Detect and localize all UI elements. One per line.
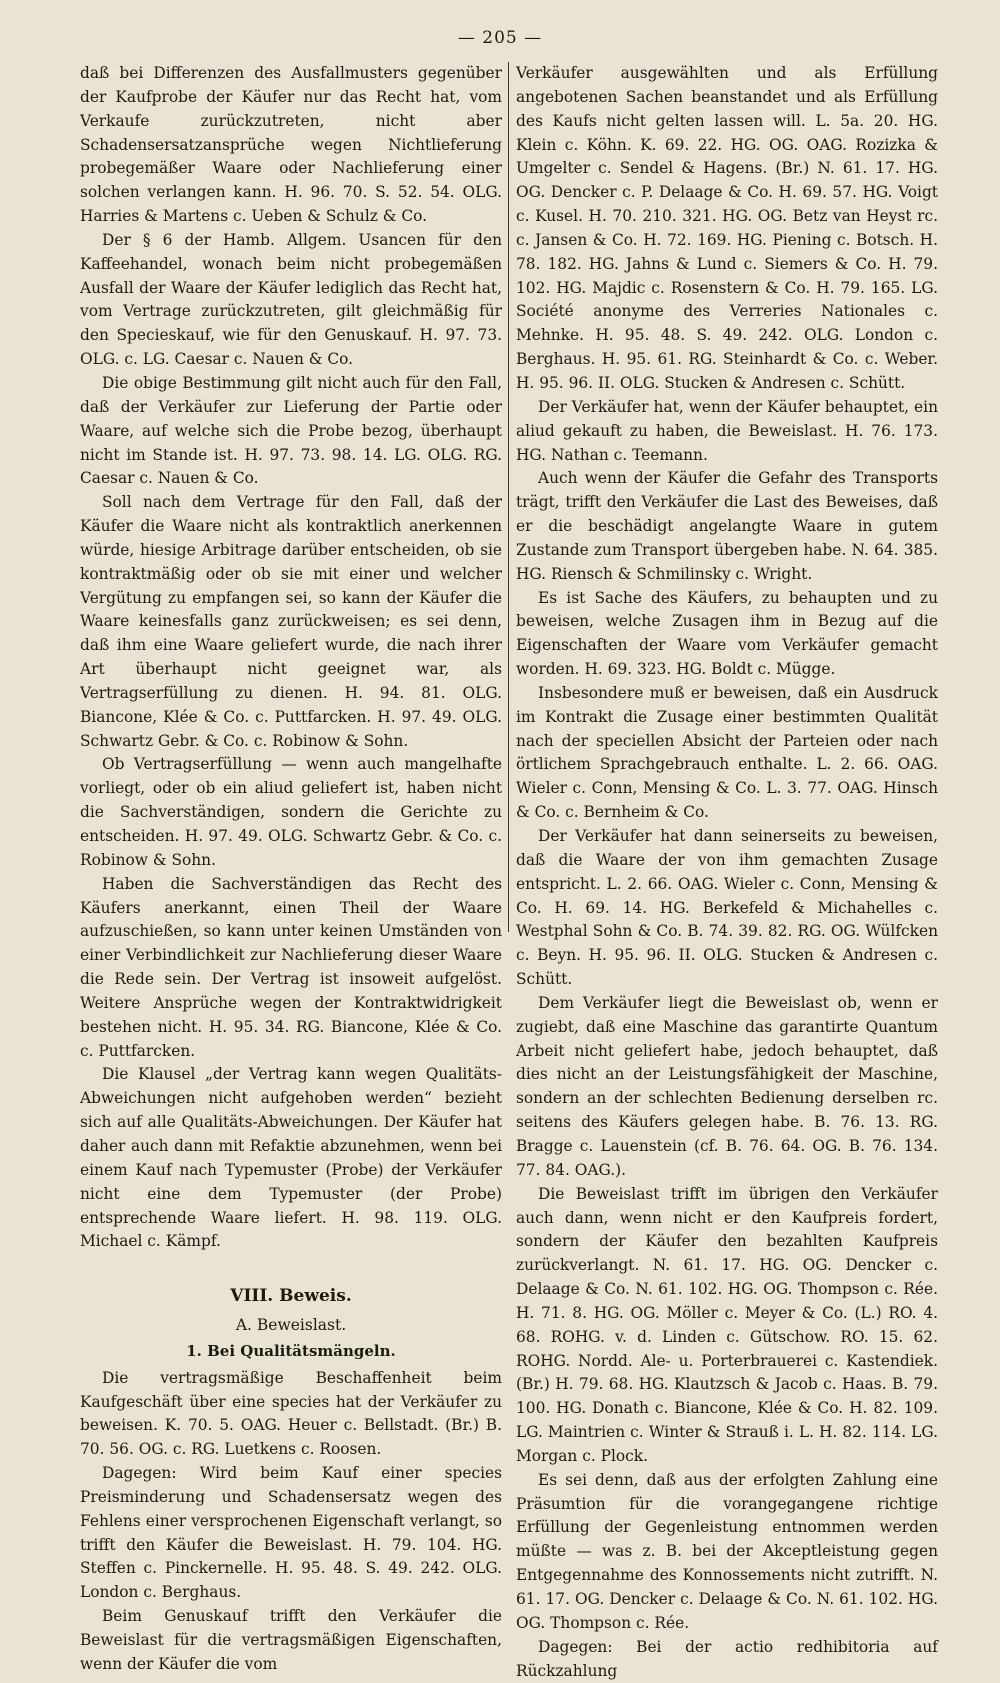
paragraph: Dem Verkäufer liegt die Beweislast ob, wenn er zugiebt, daß eine Maschine das garantirte Quantum Arbeit nicht geliefert habe, jedoch behauptet, daß dies nicht an der Leistungsfähigkeit der Maschine, sondern an der schlechten Bedienung derselben rc. seitens des Käufers gelegen habe. B. 76. 13. RG. Bragge c. Lauenstein (cf. B. 76. 64. OG. B. 76. 134. 77. 84. OAG.). bbox=[516, 993, 938, 1179]
paragraph: Haben die Sachverständigen das Recht des Käufers anerkannt, einen Theil der Waare aufzuschießen, so kann unter keinen Umständen von einer Verbindlichkeit zur Nachlieferung dieser Waare die Rede sein. Der Vertrag ist insoweit aufgelöst. Weitere Ansprüche wegen der Kontraktwidrigkeit bestehen nicht. H. 95. 34. RG. Biancone, Klée & Co. c. Puttfarcken. bbox=[80, 874, 502, 1060]
paragraph: Die Klausel „der Vertrag kann wegen Qualitäts-Abweichungen nicht aufgehoben werden“ bezieht sich auf alle Qualitäts-Abweichungen. Der Käufer hat daher auch dann mit Refaktie abzunehmen, wenn bei einem Kauf nach Typemuster (Probe) der Verkäufer nicht eine dem Typemuster (der Probe) entsprechende Waare liefert. H. 98. 119. OLG. Michael c. Kämpf. bbox=[80, 1065, 502, 1251]
paragraph: Es ist Sache des Käufers, zu behaupten und zu beweisen, welche Zusagen ihm in Bezug auf die Eigenschaften der Waare vom Verkäufer gemacht worden. H. 69. 323. HG. Boldt c. Mügge. bbox=[516, 588, 938, 679]
paragraph: Der Verkäufer hat, wenn der Käufer behauptet, ein aliud gekauft zu haben, die Beweislast. H. 76. 173. HG. Nathan c. Teemann. bbox=[516, 397, 938, 464]
column-divider bbox=[508, 62, 509, 932]
paragraph: Die Beweislast trifft im übrigen den Verkäufer auch dann, wenn nicht er den Kaufpreis fordert, sondern der Käufer den bezahlten Kaufpreis zurückverlangt. N. 61. 17. HG. OG. Dencker c. Delaage & Co. N. 61. 102. HG. OG. Thompson c. Rée. H. 71. 8. HG. OG. Möller c. Meyer & Co. (L.) RO. 4. 68. ROHG. v. d. Linden c. Gütschow. RO. 15. 62. ROHG. Nordd. Ale- u. Porterbrauerei c. Kastendiek. (Br.) H. 79. 68. HG. Klautzsch & Jacob c. Haas. B. 79. 100. HG. Donath c. Biancone, Klée & Co. H. 82. 109. LG. Maintrien c. Winter & Strauß i. L. H. 82. 114. LG. Morgan c. Plock. bbox=[516, 1184, 938, 1465]
page-number: — 205 — bbox=[457, 28, 543, 48]
subsubsection-heading: 1. Bei Qualitätsmängeln. bbox=[186, 1341, 396, 1360]
paragraph: Dagegen: Wird beim Kauf einer species Preisminderung und Schadensersatz wegen des Fehlens einer versprochenen Eigenschaft verlangt, so trifft den Käufer die Beweislast. H. 79. 104. HG. Steffen c. Pinckernelle. H. 95. 48. S. 49. 242. OLG. London c. Berghaus. bbox=[80, 1464, 502, 1602]
paragraph: Die vertragsmäßige Beschaffenheit beim Kaufgeschäft über eine species hat der Verkäufer zu beweisen. K. 70. 5. OAG. Heuer c. Bellstadt. (Br.) B. 70. 56. OG. c. RG. Luetkens c. Roosen. bbox=[80, 1368, 502, 1459]
paragraph: Dagegen: Bei der actio redhibitoria auf Rückzahlung bbox=[516, 1637, 938, 1680]
paragraph: Der § 6 der Hamb. Allgem. Usancen für den Kaffeehandel, wonach beim nicht probegemäßen Ausfall der Waare der Käufer lediglich das Recht hat, vom Vertrage zurückzutreten, gilt gleichmäßig für den Specieskauf, wie für den Genuskauf. H. 97. 73. OLG. c. LG. Caesar c. Nauen & Co. bbox=[80, 230, 502, 369]
subsection-heading: A. Beweislast. bbox=[235, 1316, 347, 1335]
paragraph: Auch wenn der Käufer die Gefahr des Transports trägt, trifft den Verkäufer die Last des Beweises, daß er die beschädigt angelangte Waare in gutem Zustande zum Transport übergeben habe. N. 64. 385. HG. Riensch & Schmilinsky c. Wright. bbox=[516, 469, 938, 583]
paragraph: Der Verkäufer hat dann seinerseits zu beweisen, daß die Waare der von ihm gemachten Zusage entspricht. L. 2. 66. OAG. Wieler c. Conn, Mensing & Co. H. 69. 14. HG. Berkefeld & Michahelles c. Westphal Sohn & Co. B. 74. 39. 82. RG. OG. Wülfcken c. Beyn. H. 95. 96. II. OLG. Stucken & Andresen c. Schütt. bbox=[516, 827, 938, 989]
paragraph: Insbesondere muß er beweisen, daß ein Ausdruck im Kontrakt die Zusage einer bestimmten Qualität nach der speciellen Absicht der Parteien oder nach örtlichem Sprachgebrauch enthalte. L. 2. 66. OAG. Wieler c. Conn, Mensing & Co. L. 3. 77. OAG. Hinsch & Co. c. Bernheim & Co. bbox=[516, 683, 938, 822]
paragraph: Soll nach dem Vertrage für den Fall, daß der Käufer die Waare nicht als kontraktlich anerkennen würde, hiesige Arbitrage darüber entscheiden, ob sie kontraktmäßig oder ob sie mit einer und welcher Vergütung zu empfangen sei, so kann der Käufer die Waare keinesfalls ganz zurückweisen; es sei denn, daß ihm eine Waare geliefert wurde, die nach ihrer Art überhaupt nicht geeignet war, als Vertragserfüllung zu dienen. H. 94. 81. OLG. Biancone, Klée & Co. c. Puttfarcken. H. 97. 49. OLG. Schwartz Gebr. & Co. c. Robinow & Sohn. bbox=[80, 493, 502, 750]
left-column bbox=[80, 62, 502, 1677]
paragraph: Beim Genuskauf trifft den Verkäufer die Beweislast für die vertragsmäßigen Eigenschaften, wenn der Käufer die vom bbox=[80, 1607, 502, 1673]
section-heading: VIII. Beweis. bbox=[230, 1286, 352, 1307]
paragraph: Verkäufer ausgewählten und als Erfüllung angebotenen Sachen beanstandet und als Erfüllung des Kaufs nicht gelten lassen will. L. 5a. 20. HG. Klein c. Köhn. K. 69. 22. HG. OG. OAG. Rozizka & Umgelter c. Sendel & Hagens. (Br.) N. 61. 17. HG. OG. Dencker c. P. Delaage & Co. H. 69. 57. HG. Voigt c. Kusel. H. 70. 210. 321. HG. OG. Betz van Heyst rc. c. Jansen & Co. H. 72. 169. HG. Piening c. Botsch. H. 78. 182. HG. Jahns & Lund c. Siemers & Co. H. 79. 102. HG. Majdic c. Rosenstern & Co. H. 79. 165. LG. Société anonyme des Verreries Nationales c. Mehnke. H. 95. 48. S. 49. 242. OLG. London c. Berghaus. H. 95. 61. RG. Steinhardt & Co. c. Weber. H. 95. 96. II. OLG. Stucken & Andresen c. Schütt. bbox=[516, 64, 938, 392]
paragraph: Es sei denn, daß aus der erfolgten Zahlung eine Präsumtion für die vorangegangene richtige Erfüllung der Gegenleistung entnommen werden müßte — was z. B. bei der Akceptleistung gegen Entgegennahme des Konnossements nicht zutrifft. N. 61. 17. OG. Dencker c. Delaage & Co. N. 61. 102. HG. OG. Thompson c. Rée. bbox=[516, 1470, 938, 1632]
paragraph: Die obige Bestimmung gilt nicht auch für den Fall, daß der Verkäufer zur Lieferung der Partie oder Waare, auf welche sich die Probe bezog, überhaupt nicht im Stande ist. H. 97. 73. 98. 14. LG. OLG. RG. Caesar c. Nauen & Co. bbox=[80, 373, 502, 488]
paragraph: Ob Vertragserfüllung — wenn auch mangelhafte vorliegt, oder ob ein aliud geliefert ist, haben nicht die Sachverständigen, sondern die Gerichte zu entscheiden. H. 97. 49. OLG. Schwartz Gebr. & Co. c. Robinow & Sohn. bbox=[80, 755, 502, 869]
paragraph: daß bei Differenzen des Ausfallmusters gegenüber der Kaufprobe der Käufer nur das Recht hat, vom Verkaufe zurückzutreten, nicht aber Schadensersatzansprüche wegen Nichtlieferung probegemäßer Waare oder Nachlieferung einer solchen verlangen kann. H. 96. 70. S. 52. 54. OLG. Harries & Martens c. Ueben & Schulz & Co. bbox=[80, 64, 502, 226]
right-column bbox=[516, 62, 938, 1683]
